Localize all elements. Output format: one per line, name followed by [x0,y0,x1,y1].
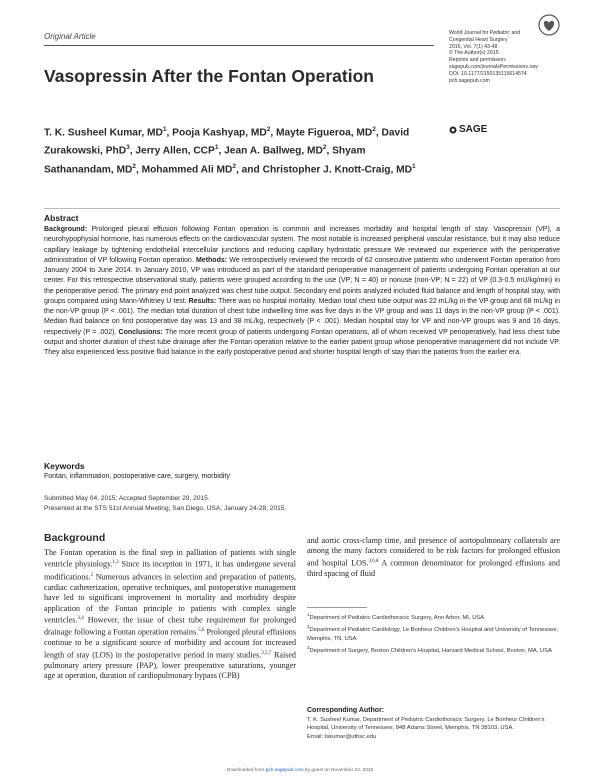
author-name: , Jerry Allen, CCP [129,145,215,157]
author-affil-sup: 2 [322,144,327,152]
abstract-section-label: Conclusions: [118,328,163,336]
abstract-section-label: Results: [188,297,217,305]
citation-sup[interactable]: 5,6 [198,628,205,634]
body-column-right [307,536,560,580]
affiliation-text: Department of Surgery, Boston Children's Hospital, Harvard Medical School, Boston, MA, USA [309,647,552,654]
citation-sup[interactable]: 2 [90,572,94,578]
journal-line: Reprints and permission: [449,57,507,64]
author-affil-sup: 2 [372,126,376,133]
abstract-methods-text: We retrospectively reviewed the records of 62 consecutive patients who underwent Fontan operation from January 2004 to June 2014. In January 2010, VP was introduced as part of the standard perioperative management of patients undergoing Fontan operation at our center. For this retrospective observational study, patients were grouped according to the use (VP; N = 40) or nonuse (non-VP; N = 22) of VP (0.3-0.5 mU/kg/min) in the perioperative period. The primary end point analyzed was chest tube output. Secondary end points analyzed included fluid balance and length of hospital stay, with groups compared using Mann-Whitney U test. [44,256,561,305]
author-name: , Shyam Sathanandam, MD [44,145,366,176]
author-affil-sup: 2 [266,126,271,133]
body-column-left [44,548,296,682]
author-affil-sup: 1 [214,144,219,152]
abstract-results-text: There was no hospital mortality. Median total chest tube output was 22 mL/kg in the VP group and 68 mL/kg in the non-VP group (P < .001). The median total duration of chest tube indwelling time was five days in the VP group and was 11 days in the non-VP group (P < .001). Median fluid balance on first postoperative day was 13 and 38 mL/kg, respectively (P < .001). Median hospital stay for VP and non-VP groups was 9 and 16 days, respectively (P = .002). [44,297,560,336]
author-name: , Pooja Kashyap, MD [166,127,267,139]
journal-line: World Journal for Pediatric and [449,30,521,36]
author-list [44,122,434,177]
body-text: and aortic cross-clamp time, and presence of aortopulmonary collaterals are among the many factors considered to be risk factors for prolonged effusion and hospital LOS. [307,536,560,568]
abstract-section-label: Methods: [195,256,228,264]
body-text: Prolonged pleural effusions continue to be a significant source of morbidity and account for increased length of stay (LOS) in the postoperative period in many studies. [44,627,296,660]
journal-line[interactable]: pch.sagepub.com [449,77,490,84]
sage-logo [449,124,487,135]
publisher-name: SAGE [459,124,488,135]
abstract-heading: Abstract [44,213,79,223]
journal-line: DOI: 10.1177/2150135115614574 [449,70,527,77]
keywords-list: Fontan, inflammation, postoperative care, surgery, morbidity [44,473,230,480]
sage-mark-icon [449,126,457,134]
article-title: Vasopressin After the Fontan Operation [44,66,374,86]
citation-sup[interactable]: 3,4 [77,616,84,622]
body-text: Numerous advances in selection and preparation of patients, cardiac catheterization, operative techniques, and postoperative management have led to significant improvement in mortality and morbidity despite application of the Fontan principle to patients with complex single ventricles. [44,572,296,625]
abstract-conclusions-text: The more recent group of patients undergoing Fontan operations, all of whom received VP perioperatively, had less chest tube output and shorter duration of chest tube drainage after the Fontan operation relative to the earlier patient group whose perioperative management did not include VP. They also experienced less positive fluid balance in the early postoperative period and shorter hospital length of stay than the patients from the earlier era. [44,328,560,356]
affiliations [307,611,560,656]
body-text: Raised pulmonary artery pressure (PAP), lower preoperative saturations, younger age at operation, duration of cardiopulmonary bypass (CPB) [44,650,296,681]
affiliation-item [307,644,560,655]
affiliation-divider [307,607,367,608]
citation-sup[interactable]: 1,2 [112,560,119,566]
affiliation-sup: 3 [307,645,310,651]
footer-text: Downloaded from [226,768,266,773]
affiliation-text: Department of Pediatric Cardiology, Le Bonheur Children's Hospital and University of Tennessee, Memphis, TN, USA [307,627,559,642]
corresponding-email[interactable]: Email: tskumar@uthsc.edu [307,733,377,740]
header-divider [44,45,434,46]
journal-info [449,30,559,84]
background-heading: Background [44,532,106,544]
body-text: A common denominator for prolonged effusions and third spacing of fluid [307,558,560,579]
corresponding-author-heading: Corresponding Author: [307,707,385,714]
citation-sup[interactable]: 3,6,8 [368,558,379,564]
affiliation-text: Department of Pediatric Cardiothoracic Surgery, Ann Arbor, MI, USA [309,614,485,621]
abstract-body [44,225,560,358]
author-name: , Mohammed Ali MD [135,164,233,176]
body-text: However, the issue of chest tube requirement for prolonged drainage following a Fontan operation remains. [44,615,296,637]
footer-link[interactable]: pch.sagepub.com [265,768,304,773]
submission-line: Presented at the STS 51st Annual Meeting, San Diego, USA; January 24-28, 2015. [44,504,287,512]
abstract-background-text: Prolonged pleural effusion following Fontan operation is common and increases morbidity and hospital length of stay. Vasopressin (VP), a neurohypophysial hormone, has numerous effects on the cardiovascular system. The most notable is increased peripheral vascular resistance, but it may also reduce capillary leakage by tightening endothelial intercellular junctions and reducing capillary hydrostatic pressure We reviewed our experience with the perioperative administration of VP following Fontan operation. [44,226,560,264]
journal-line: Congenital Heart Surgery [449,36,508,43]
author-affil-sup: 1 [162,126,167,133]
body-text: The Fontan operation is the final step in palliation of patients with single ventricle physiology. [44,548,296,570]
abstract-divider [44,208,560,209]
keywords-heading: Keywords [44,461,85,471]
abstract-section-label: Background: [44,226,88,233]
footer-text: by guest on November 22, 2015 [303,768,374,773]
author-affil-sup: 2 [232,162,236,170]
submission-info [44,494,286,513]
download-footer [0,768,600,773]
author-affil-sup: 3 [126,144,130,152]
affiliation-sup: 1 [307,612,310,617]
author-affil-sup: 2 [132,162,136,170]
submission-line: Submitted May 04, 2015; Accepted September 29, 2015. [44,495,210,502]
journal-line: 2016, Vol. 7(1) 43-48 [449,43,498,50]
corresponding-author-info [307,716,560,741]
body-text: Since its inception in 1971, it has undergone several modifications. [44,560,297,582]
author-affil-sup: 1 [412,162,416,170]
corresponding-address: T. K. Susheel Kumar, Department of Pediatric Cardiothoracic Surgery, Le Bonheur Children's Hospital, University of Tennessee, 848 Adams Street, Memphis, TN 38103, USA. [307,717,545,732]
author-name: , and Christopher J. Knott-Craig, MD [235,164,413,176]
affiliation-item [307,611,560,622]
affiliation-sup: 2 [307,624,310,630]
affiliation-item [307,623,560,643]
author-name: , Mayte Figueroa, MD [270,127,373,139]
journal-line[interactable]: sagepub.com/journalsPermissions.nav [449,63,538,70]
citation-sup[interactable]: 3,5,7 [261,650,272,656]
article-type-label: Original Article [44,32,96,41]
journal-line: © The Author(s) 2015 [449,50,499,57]
author-name: T. K. Susheel Kumar, MD [44,127,163,139]
author-name: , David Zurakowski, PhD [44,127,410,157]
author-name: , Jean A. Ballweg, MD [218,145,323,157]
